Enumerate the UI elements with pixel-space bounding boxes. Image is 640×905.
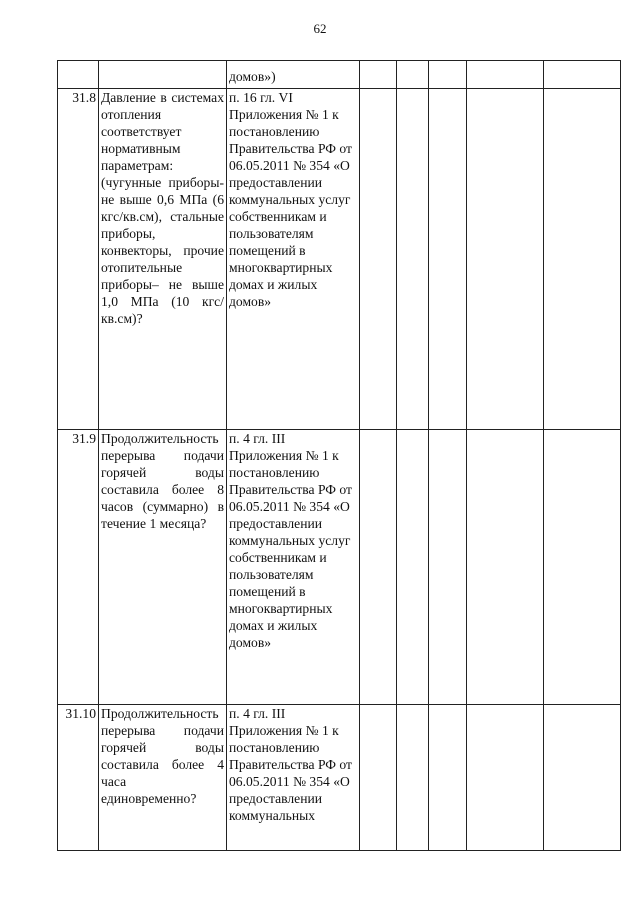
cell-yes — [360, 61, 397, 89]
cell-extra-2 — [544, 430, 621, 705]
cell-na — [429, 61, 467, 89]
cell-extra-1 — [467, 61, 544, 89]
table-row-31-8 — [58, 89, 621, 430]
cell-no — [397, 705, 429, 851]
page-number: 62 — [313, 21, 327, 36]
cell-extra-2 — [544, 61, 621, 89]
checklist-table — [57, 60, 621, 851]
item-number: 31.9 — [58, 430, 99, 705]
cell-no — [397, 61, 429, 89]
item-requirement: Продолжительность перерыва подачи горячей воды составила более 8 часов (суммарно) в течение 1 месяца? — [99, 430, 227, 705]
cell-na — [429, 705, 467, 851]
cell-na — [429, 89, 467, 430]
cell-yes — [360, 430, 397, 705]
cell-yes — [360, 89, 397, 430]
cell-source — [227, 61, 360, 89]
item-number: 31.8 — [58, 89, 99, 430]
item-source: п. 16 гл. VI Приложения № 1 к постановлению Правительства РФ от 06.05.2011 № 354 «О предоставлении коммунальных услуг собственникам и пользователям помещений в многоквартирных домах и жилых домов» — [227, 89, 360, 430]
item-requirement: Продолжительность перерыва подачи горячей воды составила более 4 часа единовременно? — [99, 705, 227, 851]
source-text: домов») — [229, 69, 276, 84]
item-number: 31.10 — [58, 705, 99, 851]
table-row-31-9 — [58, 430, 621, 705]
cell-extra-1 — [467, 89, 544, 430]
cell-no — [397, 89, 429, 430]
cell-extra-1 — [467, 705, 544, 851]
cell-na — [429, 430, 467, 705]
cell-no — [397, 430, 429, 705]
cell-extra-1 — [467, 430, 544, 705]
item-source: п. 4 гл. III Приложения № 1 к постановлению Правительства РФ от 06.05.2011 № 354 «О предоставлении коммунальных — [227, 705, 360, 851]
table-row-31-10 — [58, 705, 621, 851]
cell-yes — [360, 705, 397, 851]
cell-number-empty — [58, 61, 99, 89]
cell-extra-2 — [544, 705, 621, 851]
cell-requirement-empty — [99, 61, 227, 89]
cell-extra-2 — [544, 89, 621, 430]
table-row-continuation — [58, 61, 621, 89]
item-source: п. 4 гл. III Приложения № 1 к постановлению Правительства РФ от 06.05.2011 № 354 «О предоставлении коммунальных услуг собственникам и пользователям помещений в многоквартирных домах и жилых домов» — [227, 430, 360, 705]
item-requirement: Давление в системах отопления соответствует нормативным параметрам: (чугунные приборы- не выше 0,6 МПа (6 кгс/кв.см), стальные приборы, конвекторы, прочие отопительные приборы– не выше 1,0 МПа (10 кгс/кв.см)? — [99, 89, 227, 430]
